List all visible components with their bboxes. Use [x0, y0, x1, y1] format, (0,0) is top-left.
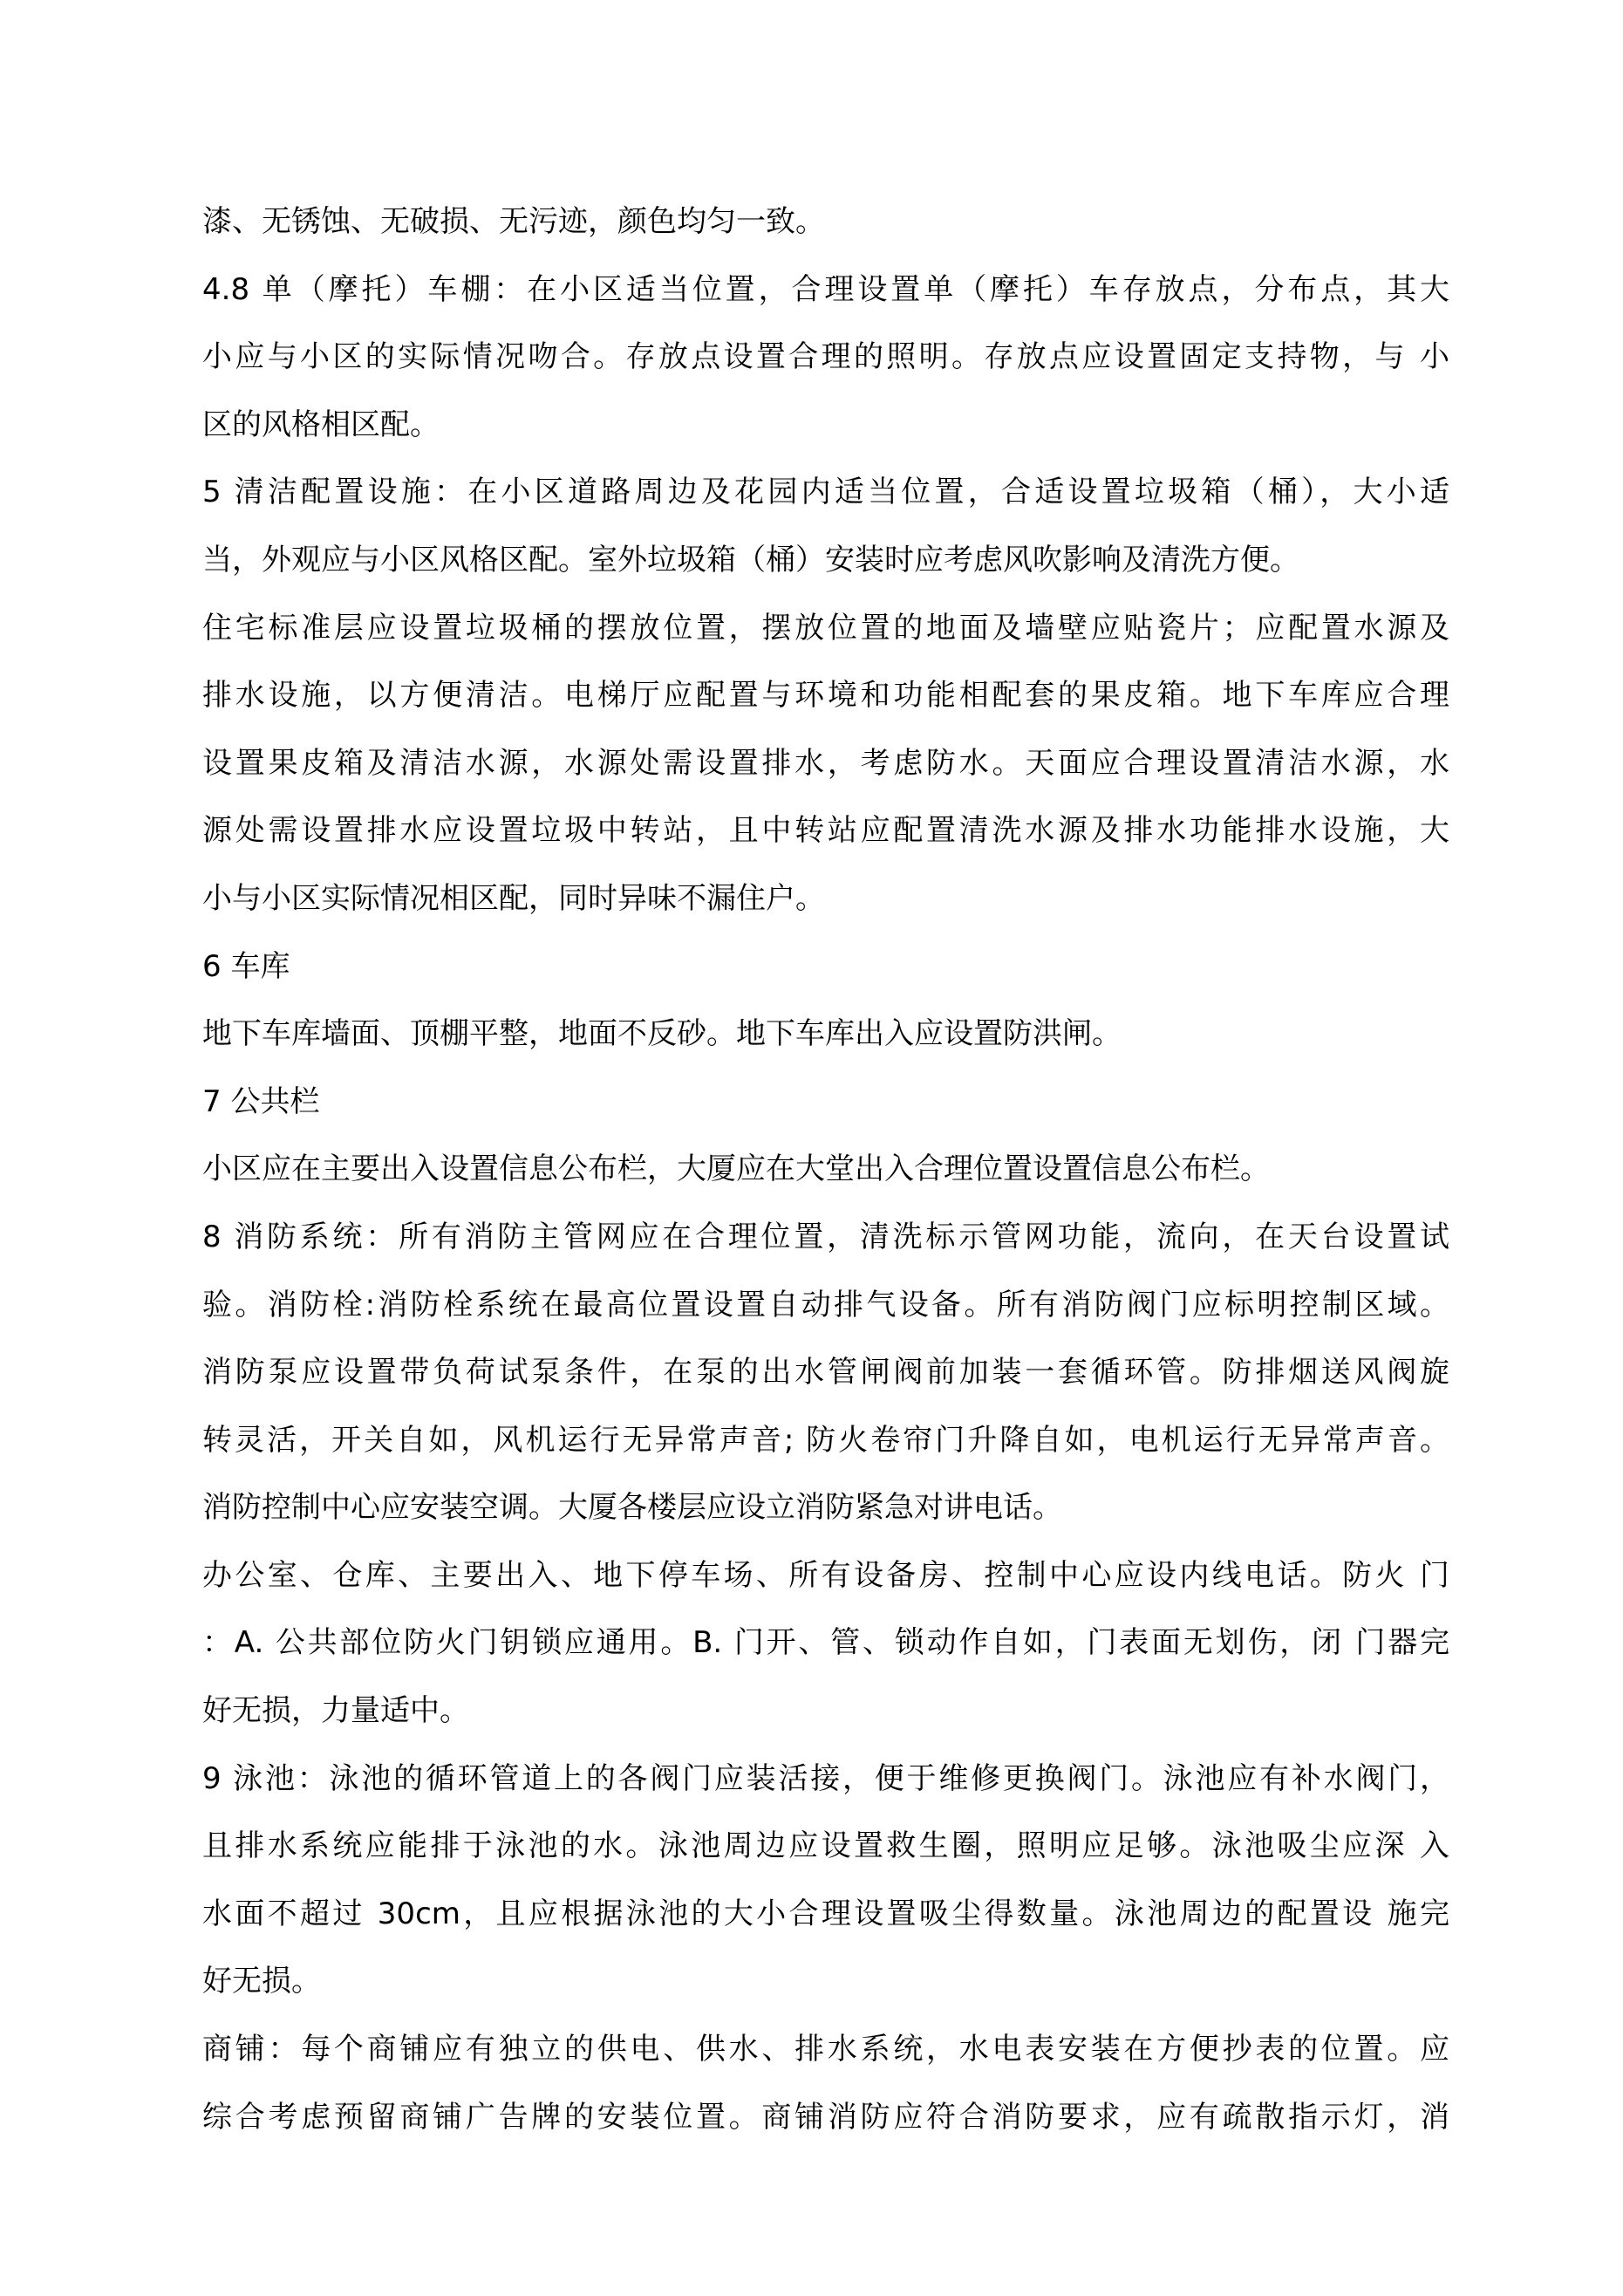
text-line: 好无损，力量适中。 — [202, 1693, 469, 1729]
text-line: 水面不超过 30cm，且应根据泳池的大小合理设置吸尘得数量。泳池周边的配置设 施完 — [202, 1896, 1449, 1931]
text-line: 且排水系统应能排于泳池的水。泳池周边应设置救生圈，照明应足够。泳池吸尘应深 入 — [202, 1828, 1449, 1864]
text-line: 当，外观应与小区风格区配。室外垃圾箱（桶）安装时应考虑风吹影响及清洗方便。 — [202, 542, 1299, 577]
text-line: 小与小区实际情况相区配，同时异味不漏住户。 — [202, 880, 825, 916]
section-heading: 7 公共栏 — [202, 1083, 320, 1119]
text-line: 源处需设置排水应设置垃圾中转站，且中转站应配置清洗水源及排水功能排水设施，大 — [202, 813, 1449, 849]
text-line: 设置果皮箱及清洁水源，水源处需设置排水，考虑防水。天面应合理设置清洁水源，水 — [202, 745, 1449, 781]
text-line: 排水设施，以方便清洁。电梯厅应配置与环境和功能相配套的果皮箱。地下车库应合理 — [202, 678, 1449, 714]
document-body — [202, 188, 1449, 2151]
text-line: 小应与小区的实际情况吻合。存放点设置合理的照明。存放点应设置固定支持物，与 小 — [202, 339, 1449, 375]
section-heading: 6 车库 — [202, 948, 290, 984]
text-line: 9 泳池：泳池的循环管道上的各阀门应装活接，便于维修更换阀门。泳池应有补水阀门， — [202, 1760, 1449, 1796]
text-line: 漆、无锈蚀、无破损、无污迹，颜色均匀一致。 — [202, 204, 825, 239]
text-line: 好无损。 — [202, 1964, 321, 1999]
text-line: 消防控制中心应安装空调。大厦各楼层应设立消防紧急对讲电话。 — [202, 1490, 1062, 1526]
text-line: 5 清洁配置设施：在小区道路周边及花园内适当位置，合适设置垃圾箱（桶），大小适 — [202, 475, 1449, 510]
text-line: 地下车库墙面、顶棚平整，地面不反砂。地下车库出入应设置防洪闸。 — [202, 1016, 1122, 1052]
text-line: 小区应在主要出入设置信息公布栏，大厦应在大堂出入合理位置设置信息公布栏。 — [202, 1151, 1270, 1187]
text-line: 4.8 单（摩托）车棚：在小区适当位置，合理设置单（摩托）车存放点，分布点，其大 — [202, 271, 1449, 307]
text-line: 消防泵应设置带负荷试泵条件，在泵的出水管闸阀前加装一套循环管。防排烟送风阀旋 — [202, 1355, 1449, 1391]
text-line: 8 消防系统：所有消防主管网应在合理位置，清洗标示管网功能，流向，在天台设置试 — [202, 1219, 1449, 1254]
text-line: 住宅标准层应设置垃圾桶的摆放位置，摆放位置的地面及墙壁应贴瓷片；应配置水源及 — [202, 610, 1449, 646]
text-line: 商铺：每个商铺应有独立的供电、供水、排水系统，水电表安装在方便抄表的位置。应 — [202, 2032, 1449, 2067]
text-line: 综合考虑预留商铺广告牌的安装位置。商铺消防应符合消防要求，应有疏散指示灯，消 — [202, 2099, 1449, 2135]
text-line: ：A. 公共部位防火门钥锁应通用。B. 门开、管、锁动作自如，门表面无划伤，闭 门器完 — [202, 1625, 1449, 1661]
text-line: 办公室、仓库、主要出入、地下停车场、所有设备房、控制中心应设内线电话。防火 门 — [202, 1557, 1449, 1593]
text-line: 转灵活，开关自如，风机运行无异常声音; 防火卷帘门升降自如，电机运行无异常声音。 — [202, 1422, 1449, 1458]
text-line: 区的风格相区配。 — [202, 407, 440, 442]
text-line: 验。消防栓:消防栓系统在最高位置设置自动排气设备。所有消防阀门应标明控制区域。 — [202, 1287, 1449, 1322]
